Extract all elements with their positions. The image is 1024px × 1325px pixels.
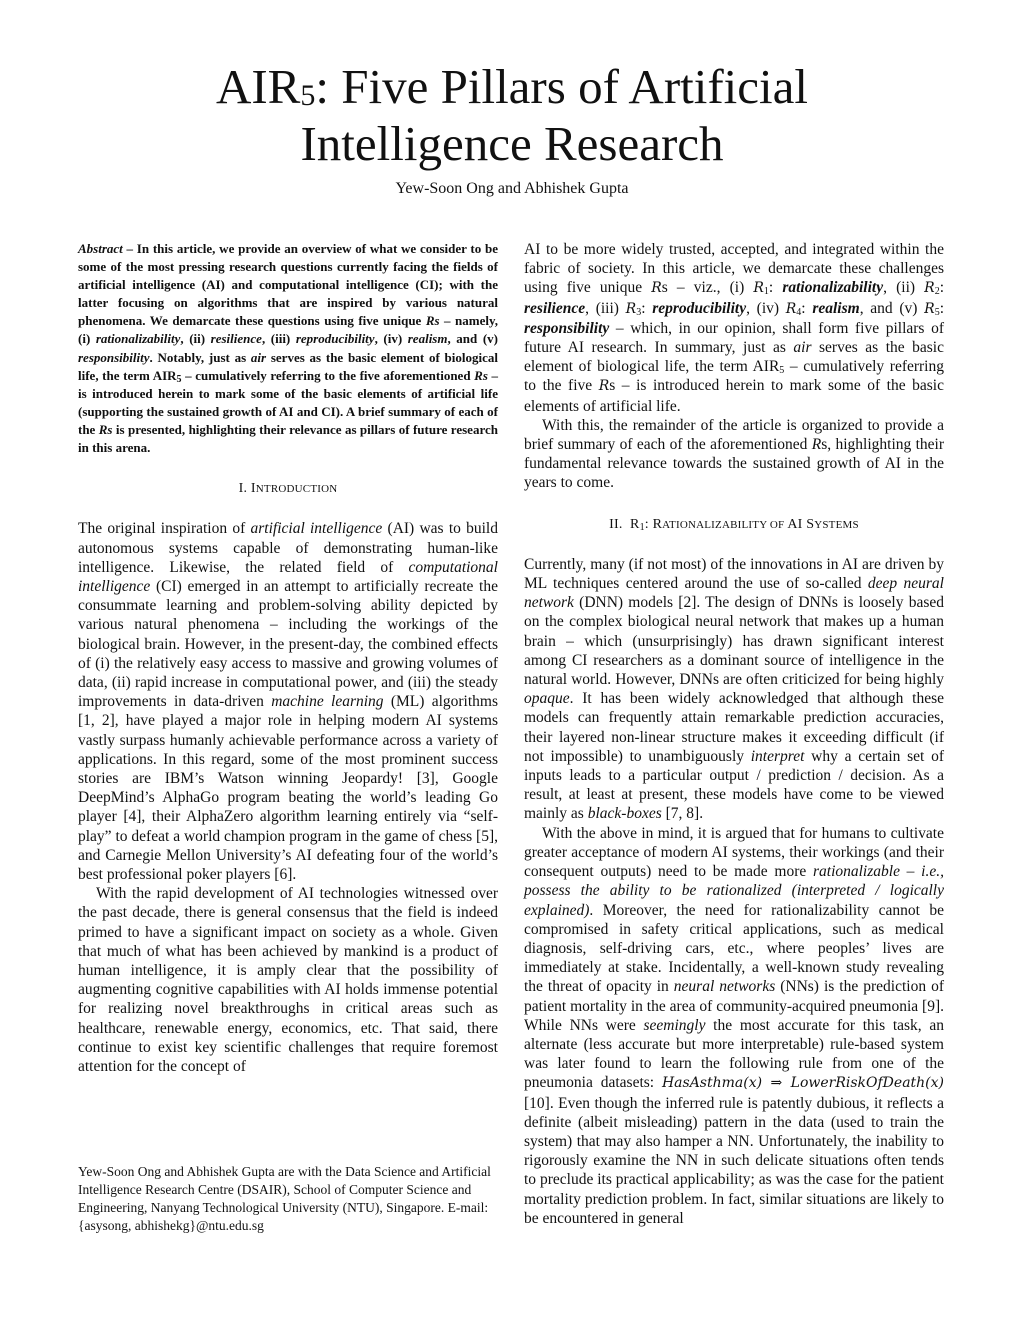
intro-organization-paragraph: With this, the remainder of the article is organized to provide a brief summary of each of the aforementioned Rs, highlighting their fundamental relevance towards the sustained growth of AI in the years to come. bbox=[524, 416, 944, 492]
abstract: Abstract – In this article, we provide an overview of what we consider to be some of the most pressing research questions currently facing the fields of artificial intelligence (AI) and computational intelligence (CI); with the latter focusing on algorithms that are inspired by various natural phenomena. We demarcate these questions using five unique Rs – namely, (i) rationalizability, (ii) resilience, (iii) reproducibility, (iv) realism, and (v) responsibility. Notably, just as air serves as the basic element of biological life, the term $AIR_5$ – cumulatively referring to the five aforementioned Rs – is introduced herein to mark some of the basic elements of artificial life (supporting the sustained growth of AI and CI). A brief summary of each of the Rs is presented, highlighting their relevance as pillars of future research in this arena. bbox=[78, 241, 499, 456]
title-line2: Intelligence Research bbox=[300, 116, 724, 171]
authors: Yew-Soon Ong and Abhishek Gupta bbox=[395, 180, 629, 197]
section-heading-introduction: I. INTRODUCTION bbox=[238, 481, 338, 497]
pneumonia-rule-formula: HasAsthma(x) ⇒ LowerRiskOfDeath(x) bbox=[661, 1075, 944, 1092]
paper-title bbox=[0, 58, 1024, 172]
intro-continued-paragraph: AI to be more widely trusted, accepted, and integrated within the fabric of society. In this article, we demarcate these challenges using five unique Rs – viz., (i) $R_1$: rationalizability, (ii) $R_2$: resilience, (iii) $R_3$: reproducibility, (iv) $R_4$: realism, and (v) $R_5$: responsibility – which, in our opinion, shall form five pillars of future AI research. In summary, just as air serves as the basic element of biological life, the term $AIR_5$ – cumulatively referring to the five Rs – is introduced herein to mark some of the basic elements of artificial life. bbox=[524, 241, 945, 415]
section2-paragraph-2: With the above in mind, it is argued that for humans to cultivate greater acceptance of modern AI systems, their workings (and their consequent outputs) need to be made more rationalizable – i.e., possess the ability to be rationalized (interpreted / logically explained). Moreover, the need for rationalizability cannot be compromised in safety critical applications, such as medical diagnosis, self-driving cars, etc., where peoples’ lives are immediately at stake. Incidentally, a well-known study revealing the threat of opacity in neural networks (NNs) is the prediction of patient mortality in the area of community-acquired pneumonia [9]. While NNs were seemingly the most accurate for this task, an alternate (less accurate but more interpretable) rule-based system was later found to learn the following rule from one of the pneumonia datasets: HasAsthma(x) ⇒ LowerRiskOfDeath(x) [10]. Even though the inferred rule is patently dubious, it reflects a definite (albeit misleading) pattern in the data (used to train the system) that may also hamper a NN. Unfortunately, the inability to rigorously examine the NN in such delicate situations often tends to preclude its practical applicability; as was the case for the patient mortality prediction problem. In fact, similar situations are likely to be encountered in general bbox=[524, 824, 945, 1227]
title-prefix: AIR bbox=[215, 59, 301, 114]
left-column bbox=[78, 240, 498, 1076]
section-heading-rationalizability: II. $R_1$: RATIONALIZABILITY OF AI SYSTEMS bbox=[609, 516, 859, 533]
section2-paragraph-1: Currently, many (if not most) of the innovations in AI are driven by ML techniques centered around the use of so-called deep neural network (DNN) models [2]. The design of DNNs is loosely based on the complex biological neural network that makes up a human brain – which (unsurprisingly) has drawn significant interest among CI researchers as a dominant source of intelligence in the natural world. However, DNNs are often criticized for being highly opaque. It has been widely acknowledged that although these models can frequently attain remarkable prediction accuracies, their layered non-linear structure makes it exceeding difficult (if not impossible) to unambiguously interpret why a certain set of inputs leads to a particular output / prediction / decision. As a result, at least at present, these models have come to be viewed mainly as black-boxes [7, 8]. bbox=[524, 555, 944, 823]
abstract-label: Abstract bbox=[78, 241, 123, 256]
title-subscript: 5 bbox=[300, 79, 316, 112]
author-footnote: Yew-Soon Ong and Abhishek Gupta are with the Data Science and Artificial Intelligence Research Centre (DSAIR), School of Computer Science and Engineering, Nanyang Technological University (NTU), Singapore. E-mail: {asysong, abhishekg}@ntu.edu.sg bbox=[78, 1164, 491, 1233]
right-column bbox=[524, 240, 944, 1228]
intro-paragraph-2: With the rapid development of AI technologies witnessed over the past decade, there is general consensus that the field is indeed primed to have a significant impact on society as a whole. Given that much of what has been achieved by mankind is a product of human intelligence, it is amply clear that the possibility of augmenting cognitive capabilities with AI holds immense potential for realizing novel breakthroughs in critical areas such as healthcare, renewable energy, economics, etc. That said, there continue to exist key scientific challenges that require foremost attention for the concept of bbox=[78, 885, 498, 1076]
title-line1: : Five Pillars of Artificial bbox=[315, 59, 809, 114]
intro-paragraph-1: The original inspiration of artificial intelligence (AI) was to build autonomous systems capable of demonstrating human-like intelligence. Likewise, the related field of computational intelligence (CI) emerged in an attempt to artificially recreate the consummate learning and problem-solving ability depicted by various natural phenomena – including the workings of the biological brain. However, in the present-day, the combined effects of (i) the relatively easy access to massive and growing volumes of data, (ii) rapid increase in computational power, and (iii) the steady improvements in data-driven machine learning (ML) algorithms [1, 2], have played a major role in helping modern AI systems vastly surpass humanly achievable performance across a variety of applications. In this regard, some of the most prominent success stories are IBM’s Watson winning Jeopardy! [3], Google DeepMind’s AlphaGo program beating the world’s leading Go player [4], their AlphaZero algorithm learning entirely via “self-play” to defeat a world champion program in the game of chess [5], and Carnegie Mellon University’s AI defeating four of the world’s best professional poker players [6]. bbox=[78, 520, 498, 883]
